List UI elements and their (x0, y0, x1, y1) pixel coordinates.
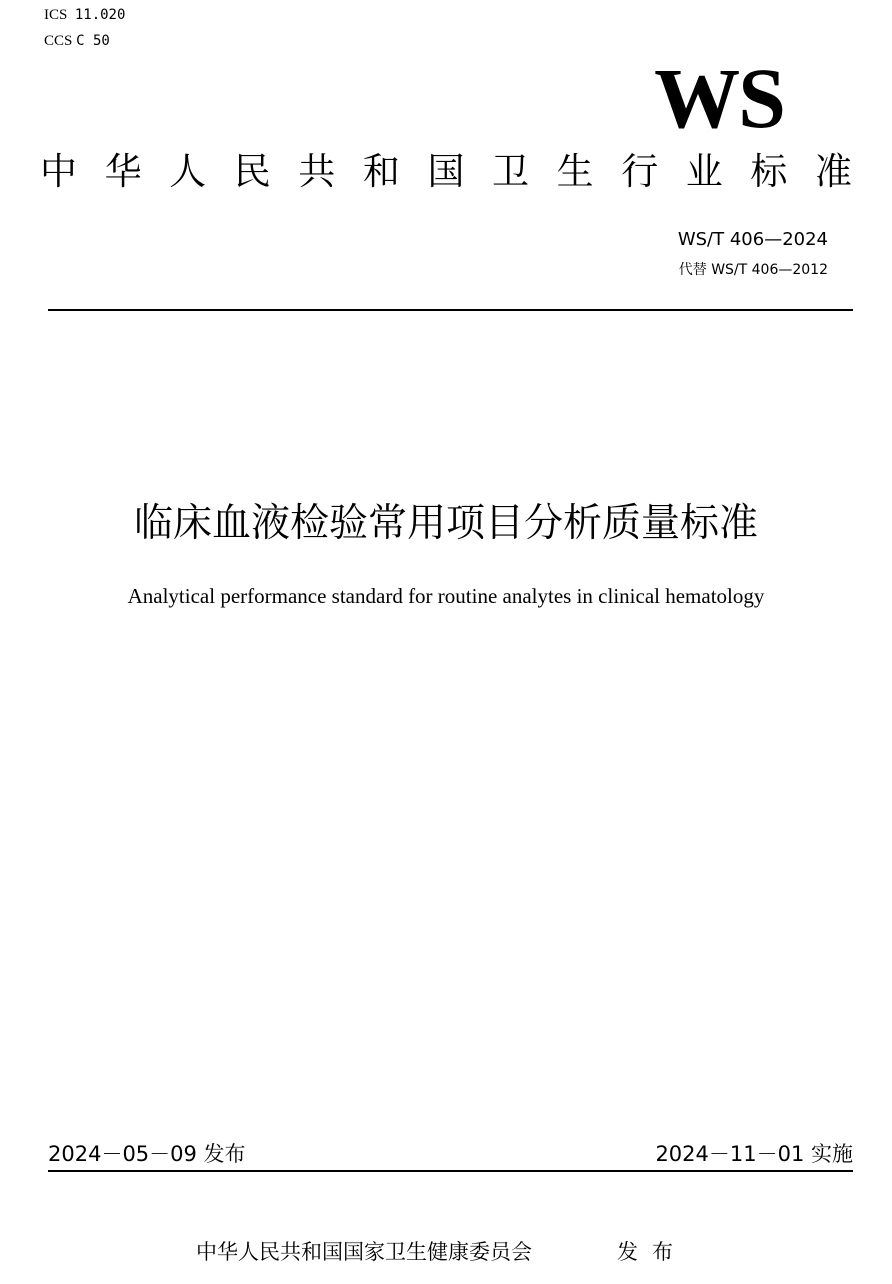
replaces-standard: 代替 WS/T 406—2012 (678, 262, 828, 278)
header-char: 行 (621, 150, 659, 193)
ics-number: 11.020 (74, 7, 126, 23)
header-char: 和 (362, 150, 400, 193)
ics-label: ICS (44, 7, 68, 23)
industry-standard-header (40, 146, 852, 198)
ccs-number: C 50 (76, 33, 110, 49)
header-char: 卫 (492, 150, 530, 193)
header-char: 人 (169, 150, 207, 193)
document-title-cn: 临床血液检验常用项目分析质量标准 (133, 501, 758, 546)
ccs-code (44, 32, 110, 50)
ccs-label: CCS (44, 33, 73, 49)
ws-logo: WS (654, 50, 784, 146)
publisher-name: 中华人民共和国国家卫生健康委员会 (196, 1240, 532, 1264)
header-char: 准 (814, 150, 852, 193)
header-char: 国 (427, 150, 465, 193)
standard-number: WS/T 406—2024 (677, 229, 828, 250)
header-char: 中 (40, 150, 77, 193)
header-char: 标 (750, 150, 788, 193)
ics-code (44, 6, 125, 24)
header-char: 民 (233, 150, 271, 193)
header-char: 生 (556, 150, 594, 193)
document-title-en: Analytical performance standard for routine analytes in clinical hematology (127, 584, 765, 608)
publish-label: 发布 (617, 1240, 687, 1264)
bottom-divider (48, 1170, 853, 1172)
implementation-date: 2024－11－01 实施 (655, 1142, 853, 1166)
top-divider (48, 309, 853, 311)
issue-date: 2024－05－09 发布 (48, 1142, 246, 1166)
header-char: 共 (298, 150, 336, 193)
header-char: 业 (685, 150, 723, 193)
header-char: 华 (104, 150, 142, 193)
